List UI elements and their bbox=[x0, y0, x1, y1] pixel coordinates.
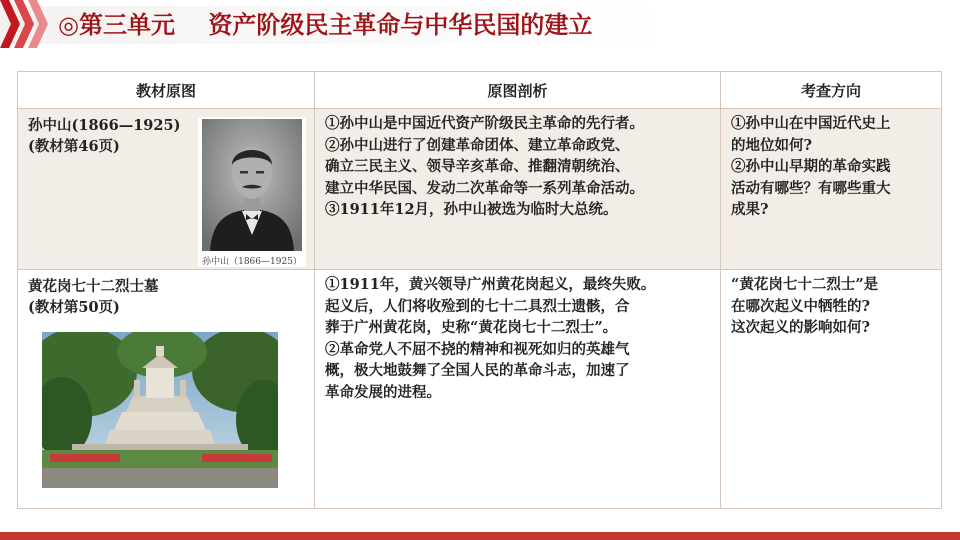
direction-line: ①孙中山在中国近代史上 bbox=[731, 115, 891, 132]
table-row bbox=[18, 109, 942, 270]
analysis-line: 概，极大地鼓舞了全国人民的革命斗志，加速了 bbox=[325, 362, 630, 379]
direction-line: 成果? bbox=[731, 201, 769, 218]
analysis-line: ②孙中山进行了创建革命团体、建立革命政党、 bbox=[325, 136, 630, 154]
direction-cell bbox=[721, 270, 942, 509]
analysis-text bbox=[315, 270, 720, 403]
portrait-image bbox=[202, 119, 302, 251]
page-title: ◎第三单元 资产阶级民主革命与中华民国的建立 bbox=[58, 11, 593, 39]
source-label bbox=[28, 115, 180, 157]
direction-text bbox=[721, 270, 941, 339]
source-cell bbox=[18, 270, 315, 509]
source-title: 孙中山(1866—1925) bbox=[28, 117, 181, 134]
direction-line: 这次起义的影响如何? bbox=[731, 319, 870, 336]
direction-cell bbox=[721, 109, 942, 270]
analysis-line: ①孙中山是中国近代资产阶级民主革命的先行者。 bbox=[325, 115, 644, 132]
analysis-text bbox=[315, 109, 720, 221]
analysis-line: 葬于广州黄花岗，史称“黄花岗七十二烈士”。 bbox=[325, 319, 618, 336]
tomb-photo bbox=[42, 332, 278, 488]
column-header-source: 教材原图 bbox=[18, 72, 315, 109]
analysis-line: 起义后，人们将收殓到的七十二具烈士遗骸，合 bbox=[325, 297, 630, 315]
source-ref: (教材第46页) bbox=[28, 138, 120, 155]
direction-line: 活动有哪些？有哪些重大 bbox=[731, 179, 891, 197]
direction-line: 在哪次起义中牺牲的? bbox=[731, 297, 870, 315]
source-cell bbox=[18, 109, 315, 270]
photo-caption: 孙中山（1866—1925） bbox=[202, 257, 302, 267]
direction-text bbox=[721, 109, 941, 221]
content-table bbox=[17, 71, 942, 509]
footer-bar bbox=[0, 532, 960, 540]
analysis-line: ①1911年，黄兴领导广州黄花岗起义，最终失败。 bbox=[325, 276, 656, 293]
table-header-row bbox=[18, 72, 942, 109]
analysis-line: 革命发展的进程。 bbox=[325, 383, 441, 401]
analysis-line: 建立中华民国、发动二次革命等一系列革命活动。 bbox=[325, 179, 644, 197]
analysis-cell bbox=[315, 270, 721, 509]
analysis-cell bbox=[315, 109, 721, 270]
direction-line: ②孙中山早期的革命实践 bbox=[731, 158, 891, 175]
source-label bbox=[28, 276, 159, 318]
source-ref: (教材第50页) bbox=[28, 299, 120, 316]
portrait-photo bbox=[198, 117, 306, 267]
analysis-line: ③1911年12月，孙中山被选为临时大总统。 bbox=[325, 201, 618, 218]
column-header-direction: 考查方向 bbox=[721, 72, 942, 109]
analysis-line: 确立三民主义、领导辛亥革命、推翻清朝统治、 bbox=[325, 158, 630, 175]
direction-line: “黄花岗七十二烈士”是 bbox=[731, 276, 879, 293]
source-title: 黄花岗七十二烈士墓 bbox=[28, 278, 159, 295]
analysis-line: ②革命党人不屈不挠的精神和视死如归的英雄气 bbox=[325, 340, 630, 358]
header bbox=[0, 0, 960, 48]
direction-line: 的地位如何? bbox=[731, 136, 812, 154]
table-row bbox=[18, 270, 942, 509]
column-header-analysis: 原图剖析 bbox=[315, 72, 721, 109]
